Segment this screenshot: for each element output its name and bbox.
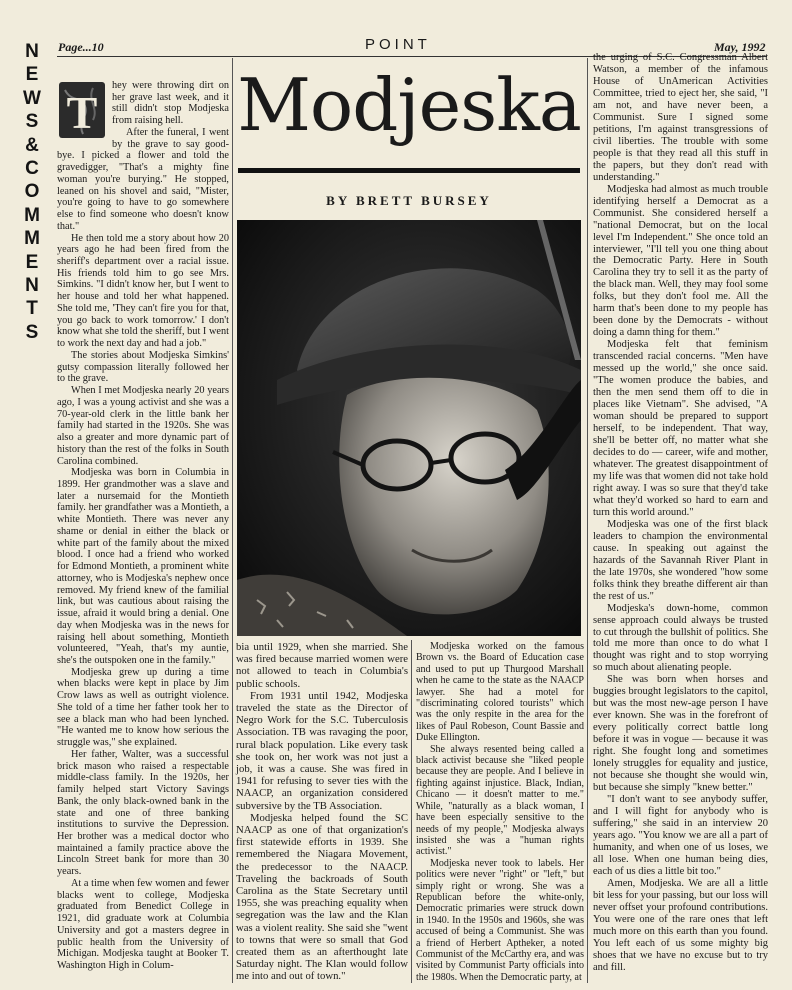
- article-column: [416, 641, 584, 983]
- section-tag-letter: S: [25, 111, 39, 133]
- section-tag-letter: T: [26, 298, 38, 320]
- article-paragraph: Modjeska grew up during a time when blacks were kept in place by Jim Crow laws as well as outright violence. She told of a time her father took her to see a black man who had been lynched. "He wanted me to know how serious the struggle was," she explained.: [57, 666, 229, 749]
- headline-rule: [238, 168, 580, 173]
- section-tag-letter: E: [25, 64, 39, 86]
- article-paragraph: bia until 1929, when she married. She was fired because married women were not allowed to teach in Columbia's public schools.: [236, 641, 408, 690]
- article-paragraph: Modjeska had almost as much trouble identifying herself a Democrat as a Communist. She considered herself a "national Democrat, but on the local level I'm Independent." She once told an interviewer, "I'll tell you one thing about the Democratic Party. Here in South Carolina they try to sell it as the party of the black man. Well, they may fool some folks, but they don't fool me. All the harm that's been done to my people has been done by the Democrats - without doing a damn thing for them.": [593, 183, 768, 339]
- article-column: [57, 80, 229, 972]
- column-rule: [411, 640, 412, 983]
- section-tag-letter: M: [24, 228, 40, 250]
- column-rule: [587, 58, 588, 983]
- section-tag-letter: S: [25, 321, 39, 343]
- drop-cap: [57, 80, 107, 140]
- article-paragraph: Modjeska was born in Columbia in 1899. Her grandmother was a slave and later a nursemaid for the Montieth family. her grandfather was a Montieth, a white Montieth. There was never any shame or denial in either the black or white part of the family about the mixed blood. I once had a friend who worked for Edmond Montieth, a prominent white attorney, who is Modjeska's nephew once removed. My friend knew of the familial link, but was cautious about raising the issue, afraid it would bring a denial. One day when Modjeska was in the news for raising hell about something, Montieth volunteered, "Yeah, that's my auntie, she's the outspoken one in the family.": [57, 467, 229, 666]
- article-column: [236, 641, 408, 983]
- byline: BY BRETT BURSEY: [326, 193, 492, 208]
- article-paragraph: Modjeska felt that feminism transcended racial concerns. "Men have messed up the world," she once said. "The women produce the babies, and then the men send them off to die in places like Vietnam". She advised, "A woman should be prepared to support herself, to be independent. That way, she'll be better off, no matter what she decides to do — career, wife and mother, whatever. The greatest disappointment of my life was that women did not take hold right away. I was so sure that they'd take what they'd worked so hard to earn and turn this world around.": [593, 339, 768, 518]
- article-paragraph: Modjeska never took to labels. Her politics were never "right" or "left," but simply right or wrong. She was a Republican before the white-only, Democratic primaries were struck down in 1940. In the 1950s and 1960s, she was accused of being a Communist. She was a friend of Herbert Aptheker, a noted Communist of the McCarthy era, and was visited by Communist Party officials into the 1980s. When the Democratic party, at: [416, 857, 584, 983]
- section-tag-letter: M: [24, 204, 40, 226]
- section-tag-letter: &: [25, 134, 39, 156]
- newspaper-name: POINT: [365, 36, 431, 53]
- section-tag-letter: E: [25, 251, 39, 273]
- article-paragraph: She always resented being called a black activist because she "liked people because they are people. And I believe in fighting against injustice. Black, Indian, Chicano — it doesn't matter to me." While, "naturally as a black woman, I have been especially sensitive to the needs of my people," Modjeska always insisted she was a "human rights activist.": [416, 743, 584, 858]
- issue-date: May, 1992: [714, 40, 766, 54]
- article-paragraph: Her father, Walter, was a successful brick mason who raised a respectable middle-class family. In the 1920s, her family helped start Victory Savings Bank, the only black-owned bank in the state and one of three banking institutions to survive the Depression. Her brother was a medical doctor who maintained a family practice above the Lincoln Street bank for more than 30 years.: [57, 748, 229, 878]
- article-paragraph: She was born when horses and buggies brought legislators to the capitol, but was the most new-age person I have ever known. She was in the forefront of every politically correct battle long before it was in vogue — because it was right. She fought long and sometimes lonely struggles for equality and justice, not because she thought she would win, but because she simply "knew better.": [593, 674, 768, 794]
- section-tag-letter: N: [25, 275, 39, 297]
- section-tag-letter: C: [25, 158, 39, 180]
- article-paragraph: When I met Modjeska nearly 20 years ago, I was a young activist and she was a 70-year-old clerk in the little bank her family had started in the 1920s. She was also a greater and more dynamic part of history than the rest of the folks in South Carolina combined.: [57, 385, 229, 467]
- section-tag-vertical: [22, 40, 42, 344]
- article-headline: Modjeska: [237, 63, 581, 147]
- article-paragraph: From 1931 until 1942, Modjeska traveled the state as the Director of Negro Work for the S.C. Tuberculosis Association. TB was ravaging the poor, rural black population. Like every task she took on, her work was not just a job, it was a cause. She was fired in 1941 for refusing to sever ties with the NAACP, an organization considered subversive by the TB Association.: [236, 689, 408, 812]
- drop-cap-letter: T: [66, 87, 98, 138]
- column-rule: [232, 58, 233, 983]
- article-paragraph: Modjeska's down-home, common sense approach could always be trusted to cut through the bullshit of politics. She told me more than once to do what I thought was right and to stop worrying so much about alienating people.: [593, 602, 768, 674]
- article-paragraph: After the funeral, I went by the grave to say good-bye. I picked a flower and told the gravedigger, "That's a mighty fine woman you're burying." He stopped, leaned on his shovel and said, "Mister, you're going to have to go somewhere else to find someone who doesn't know that.": [57, 126, 229, 232]
- section-tag-letter: W: [23, 87, 41, 109]
- article-paragraph: He then told me a story about how 20 years ago he had been fired from the sheriff's department over a racial issue. His friends told him to go see Mrs. Simkins. "I didn't know her, but I went to her house and told her what happened. She told me, 'They can't fire you for that, you go back to work tomorrow.' I don't know what she told the sheriff, but I went to work the next day and had a job.": [57, 232, 229, 350]
- section-tag-letter: O: [24, 181, 40, 203]
- article-paragraph: Modjeska was one of the first black leaders to champion the environmental cause. In speaking out against the hazards of the Savannah River Plant in the late 1970s, she wondered "how some folks think they breathe different air than the rest of us.": [593, 518, 768, 602]
- article-column: [593, 52, 768, 974]
- article-paragraph: Modjeska helped found the SC NAACP as one of that organization's first statewide efforts in 1939. She remembered the Niagara Movement, the predecessor to the NAACP. Traveling the backroads of South Carolina as the State Secretary until 1955, she was preaching equality when segregation was the law and the Klan was a violent reality. She said she "went to towns that were so small that God created them as an afterthought late Saturday night. The Klan would follow me into and out of town.": [236, 811, 408, 983]
- article-paragraph: the urging of S.C. Congressman Albert Watson, a member of the infamous House of UnAmerican Activities Committee, tried to eject her, she said, "I am not, and have never been, a Communist. Sure I signed some petitions, I'm against transgressions of civil liberties. The trouble with some people is that they read all this stuff in the papers, but they don't read with understanding.": [593, 52, 768, 183]
- page-number: Page...10: [58, 40, 104, 54]
- section-tag-letter: N: [25, 41, 39, 62]
- article-paragraph: At a time when few women and fewer blacks went to college, Modjeska graduated from Benedict College in 1921, did graduate work at Columbia University and got a masters degree in public health from the University of Michigan. Modjeska taught at Booker T. Washington High in Colum-: [57, 877, 229, 972]
- article-paragraph: The stories about Modjeska Simkins' gutsy compassion literally followed her to the grave.: [57, 349, 229, 385]
- article-paragraph: hey were throwing dirt on her grave last week, and it still didn't stop Modjeska from raising hell.: [112, 80, 229, 127]
- article-paragraph: Amen, Modjeska. We are all a little bit less for your passing, but our loss will never offset your profound contributions. You were one of the rare ones that left much more on this earth than you found. You left each of us some mighty big shoes that we have no excuse but to try and fill.: [593, 877, 768, 973]
- article-paragraph: Modjeska worked on the famous Brown vs. the Board of Education case and used to put up Thurgood Marshall when he came to the state as the NAACP lawyer. She had a motel for "discriminating colored tourists" which was the only respite in the area for the likes of Paul Robeson, Count Bassie and Duke Ellington.: [416, 641, 584, 744]
- article-paragraph: "I don't want to see anybody suffer, and I will fight for anybody who is suffering," she said in an interview 20 years ago. "You know we are all a part of humanity, and when one of us loses, we all lose. When one human being dies, each of us dies a little bit too.": [593, 794, 768, 877]
- portrait-photo-icon: [237, 220, 581, 636]
